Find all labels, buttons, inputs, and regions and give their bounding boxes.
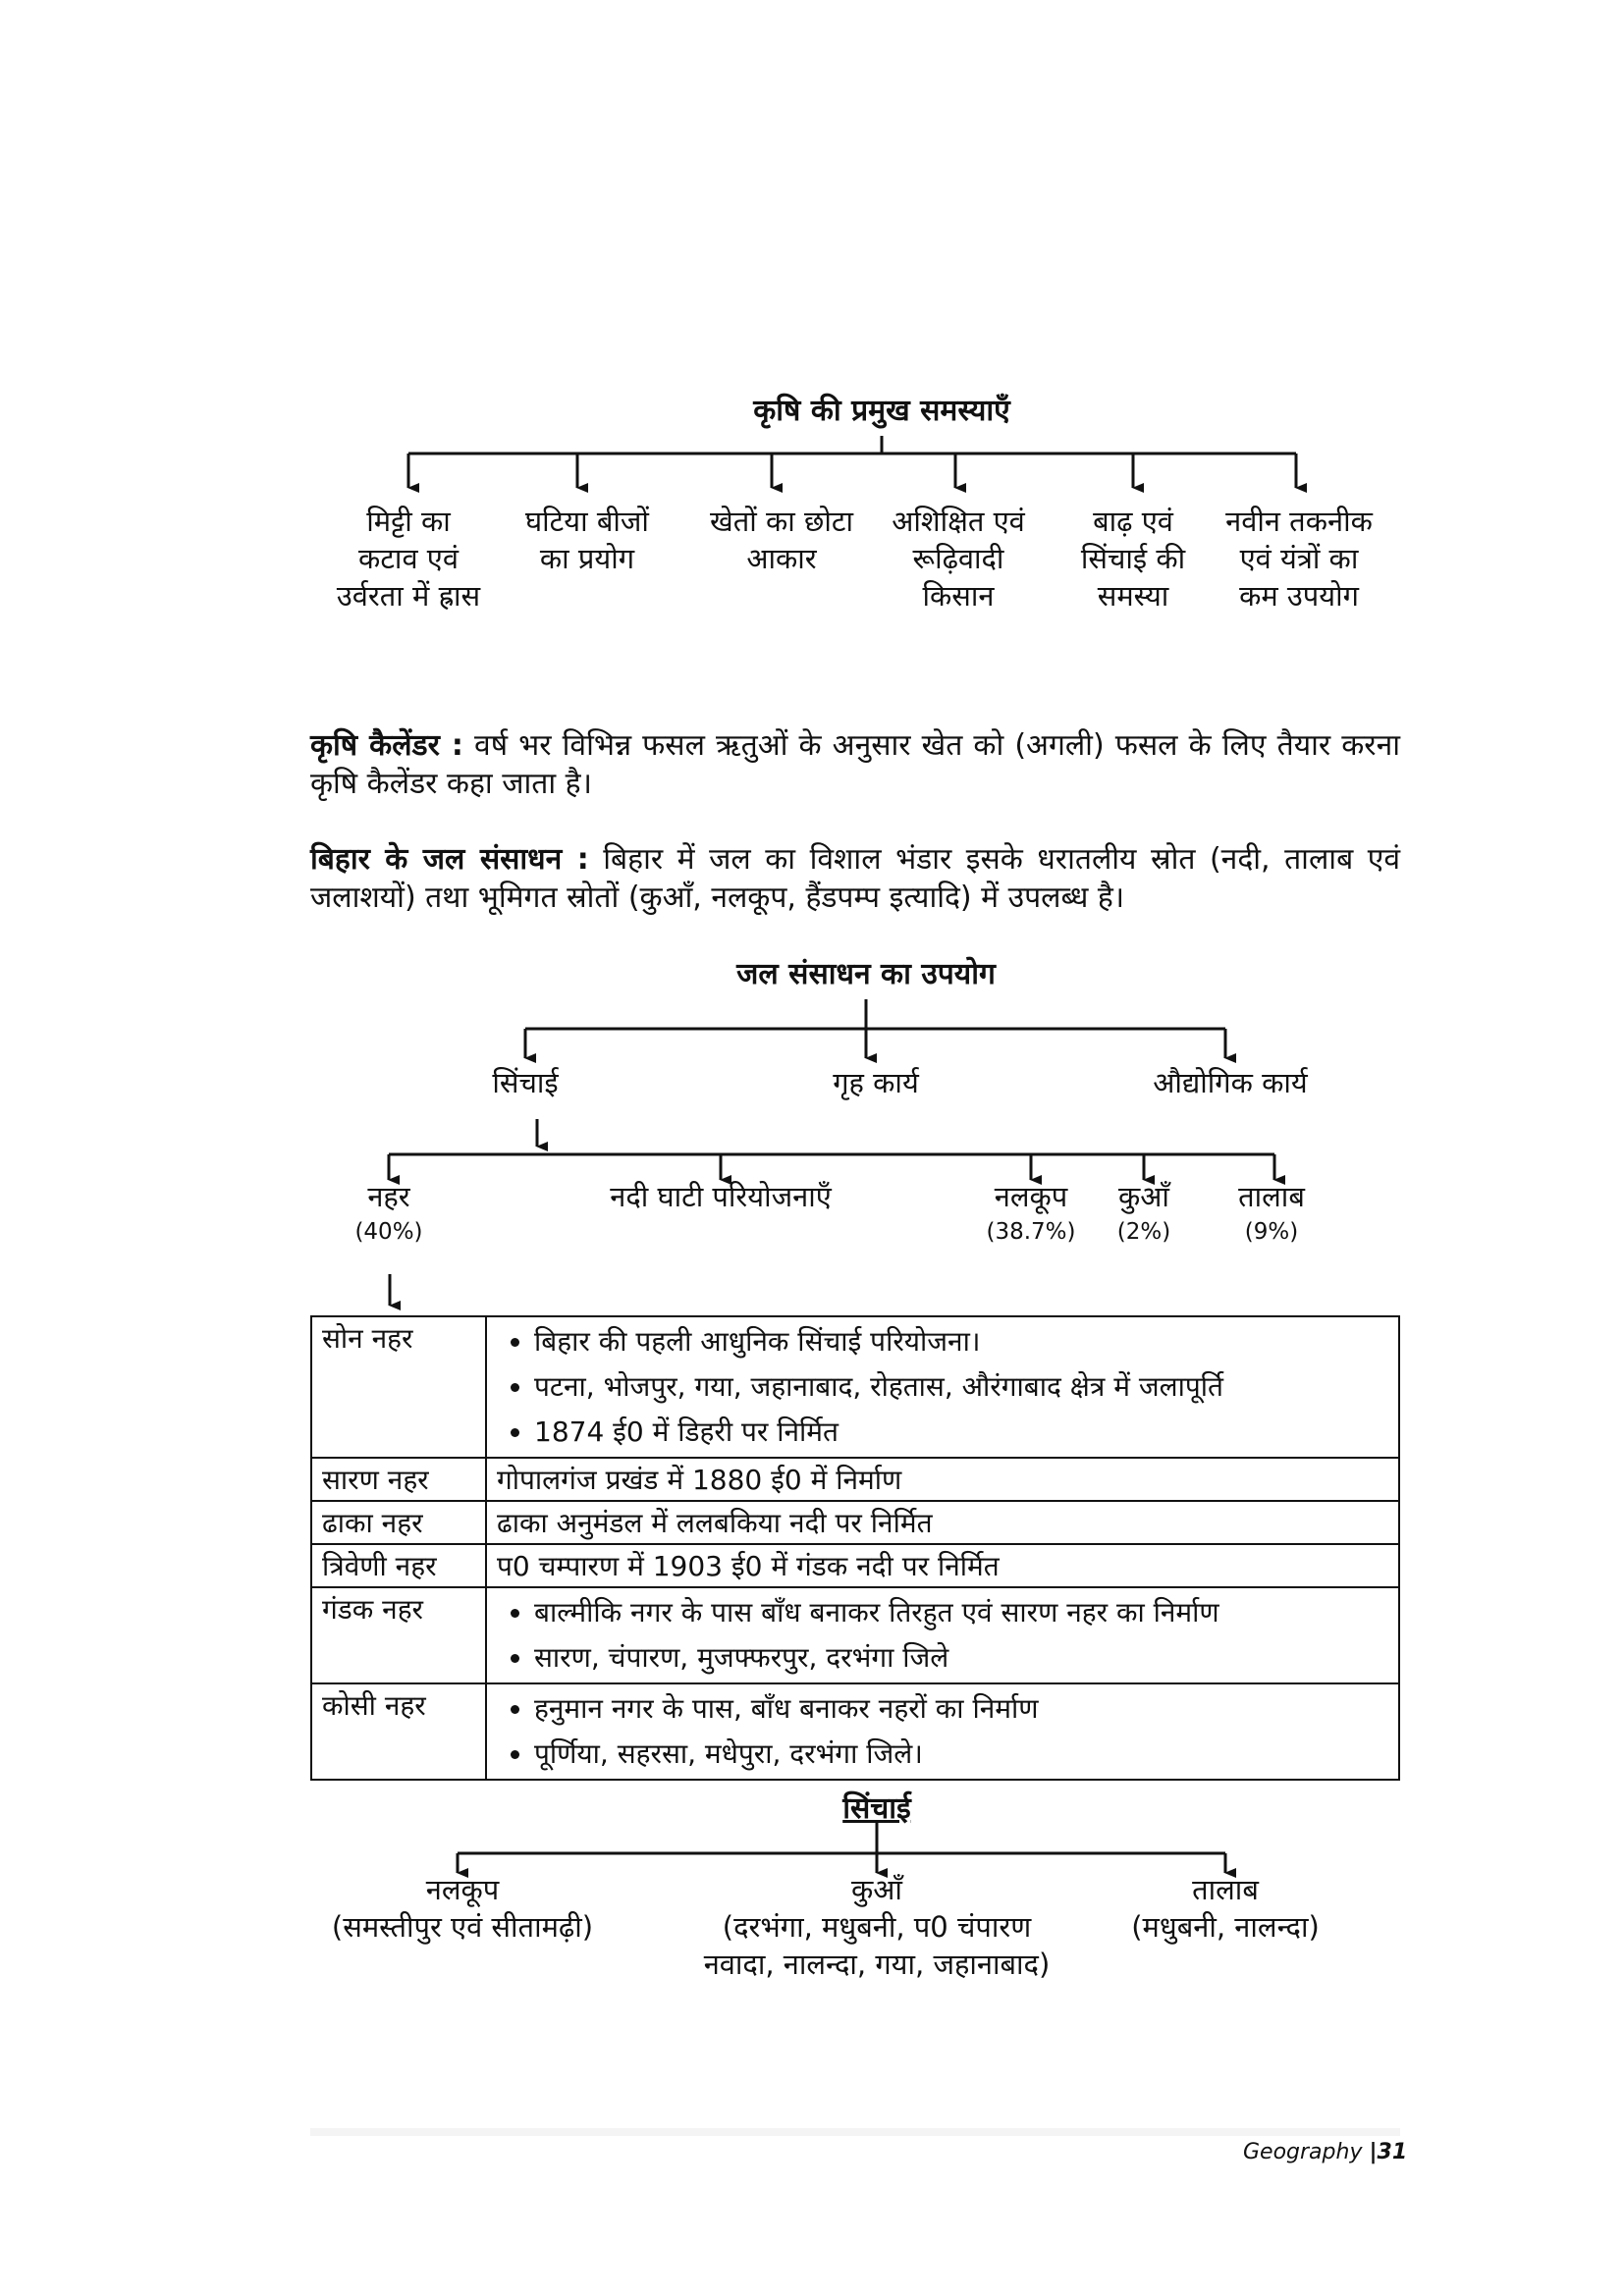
water-use-title: जल संसाधन का उपयोग (736, 957, 996, 991)
source-well (1100, 1178, 1188, 1249)
source-well-share: (2%) (1116, 1219, 1171, 1245)
irrigation-well (671, 1871, 1083, 1983)
water-use-domestic: गृह कार्य (833, 1066, 919, 1099)
canal-details: प0 चम्पारण में 1903 ई0 में गंडक नदी पर निर्मित (486, 1544, 1399, 1587)
problem-poor-seeds: घटिया बीजों का प्रयोग (525, 505, 649, 575)
canal-name: त्रिवेणी नहर (311, 1544, 486, 1587)
canal-details (486, 1316, 1399, 1458)
canal-name: सारण नहर (311, 1458, 486, 1501)
source-tubewell-share: (38.7%) (986, 1219, 1076, 1245)
canal-details (486, 1587, 1399, 1683)
problem-low-technology: नवीन तकनीक एवं यंत्रों का कम उपयोग (1225, 505, 1373, 613)
water-resources-text: बिहार में जल का विशाल भंडार इसके धरातलीय स्रोत (नदी, तालाब एवं जलाशयों) तथा भूमिगत स्रोतों (कुआँ, नलकूप, हैंडपम्प इत्यादि) में उपलब्ध है। (310, 842, 1400, 915)
canal-name: गंडक नहर (311, 1587, 486, 1683)
table-row (311, 1683, 1399, 1780)
canal-details: ढाका अनुमंडल में ललबकिया नदी पर निर्मित (486, 1501, 1399, 1544)
problem-small-fields: खेतों का छोटा आकार (710, 505, 853, 575)
footer-rule (310, 2128, 1400, 2136)
canal-bullet: • सारण, चंपारण, मुजफ्फरपुर, दरभंगा जिले (534, 1635, 1388, 1681)
problems-title: कृषि की प्रमुख समस्याएँ (753, 394, 1010, 428)
irrigation-pond (1108, 1871, 1343, 1946)
canal-name: सोन नहर (311, 1316, 486, 1458)
source-well-name: कुआँ (1118, 1180, 1169, 1213)
source-pond (1218, 1178, 1326, 1249)
source-canal-share: (40%) (354, 1219, 423, 1245)
canal-bullet: • हनुमान नगर के पास, बाँध बनाकर नहरों का निर्माण (534, 1686, 1388, 1732)
irrigation-pond-districts: (मधुबनी, नालन्दा) (1131, 1910, 1320, 1944)
canal-details (486, 1683, 1399, 1780)
irrigation-well-name: कुआँ (851, 1873, 902, 1906)
canal-details: गोपालगंज प्रखंड में 1880 ई0 में निर्माण (486, 1458, 1399, 1501)
canal-bullet: • बाल्मीकि नगर के पास बाँध बनाकर तिरहुत एवं सारण नहर का निर्माण (534, 1590, 1388, 1635)
irrigation-tubewell-districts: (समस्तीपुर एवं सीतामढ़ी) (331, 1910, 594, 1944)
irrigation-title: सिंचाई (842, 1791, 911, 1826)
problem-flood-irrigation: बाढ़ एवं सिंचाई की समस्या (1080, 505, 1186, 613)
source-pond-name: तालाब (1238, 1180, 1305, 1213)
agri-calendar-text: वर्ष भर विभिन्न फसल ऋतुओं के अनुसार खेत को (अगली) फसल के लिए तैयार करना कृषि कैलेंडर कहा जाता है। (310, 728, 1400, 801)
source-canal-name: नहर (367, 1180, 410, 1213)
table-row (311, 1587, 1399, 1683)
water-use-irrigation: सिंचाई (492, 1066, 559, 1099)
irrigation-tubewell-name: नलकूप (425, 1873, 500, 1906)
water-resources-paragraph (310, 840, 1400, 917)
canal-bullet: • पटना, भोजपुर, गया, जहानाबाद, रोहतास, औरंगाबाद क्षेत्र में जलापूर्ति (534, 1364, 1388, 1410)
source-canal (330, 1178, 448, 1249)
canal-name: कोसी नहर (311, 1683, 486, 1780)
source-tubewell-name: नलकूप (994, 1180, 1068, 1213)
canal-bullet: • 1874 ई0 में डिहरी पर निर्मित (534, 1410, 1388, 1455)
irrigation-tubewell (310, 1871, 615, 1946)
problem-soil-erosion: मिट्टी का कटाव एवं उर्वरता में ह्रास (336, 505, 481, 613)
table-row (311, 1458, 1399, 1501)
source-river-valley-name: नदी घाटी परियोजनाएँ (610, 1180, 832, 1213)
table-row (311, 1544, 1399, 1587)
agri-calendar-term: कृषि कैलेंडर : (310, 728, 463, 763)
water-use-industrial: औद्योगिक कार्य (1153, 1066, 1308, 1099)
irrigation-well-districts: (दरभंगा, मधुबनी, प0 चंपारण नवादा, नालन्दा, गया, जहानाबाद) (703, 1910, 1051, 1981)
canals-table (310, 1315, 1400, 1781)
table-row (311, 1501, 1399, 1544)
canal-bullet: • पूर्णिया, सहरसा, मधेपुरा, दरभंगा जिले। (534, 1732, 1388, 1777)
problem-illiterate-farmers: अशिक्षित एवं रूढ़िवादी किसान (892, 505, 1025, 613)
table-row (311, 1316, 1399, 1458)
canal-bullet: • बिहार की पहली आधुनिक सिंचाई परियोजना। (534, 1319, 1388, 1364)
page-number: 31 (1377, 2140, 1408, 2164)
agri-calendar-paragraph (310, 726, 1400, 803)
source-pond-share: (9%) (1244, 1219, 1299, 1245)
irrigation-pond-name: तालाब (1192, 1873, 1259, 1906)
page-footer: Geography |31 (1243, 2140, 1408, 2164)
source-river-valley (573, 1178, 868, 1215)
footer-subject: Geography (1243, 2140, 1363, 2164)
canal-name: ढाका नहर (311, 1501, 486, 1544)
source-tubewell (972, 1178, 1090, 1249)
water-resources-term: बिहार के जल संसाधन : (310, 842, 589, 877)
